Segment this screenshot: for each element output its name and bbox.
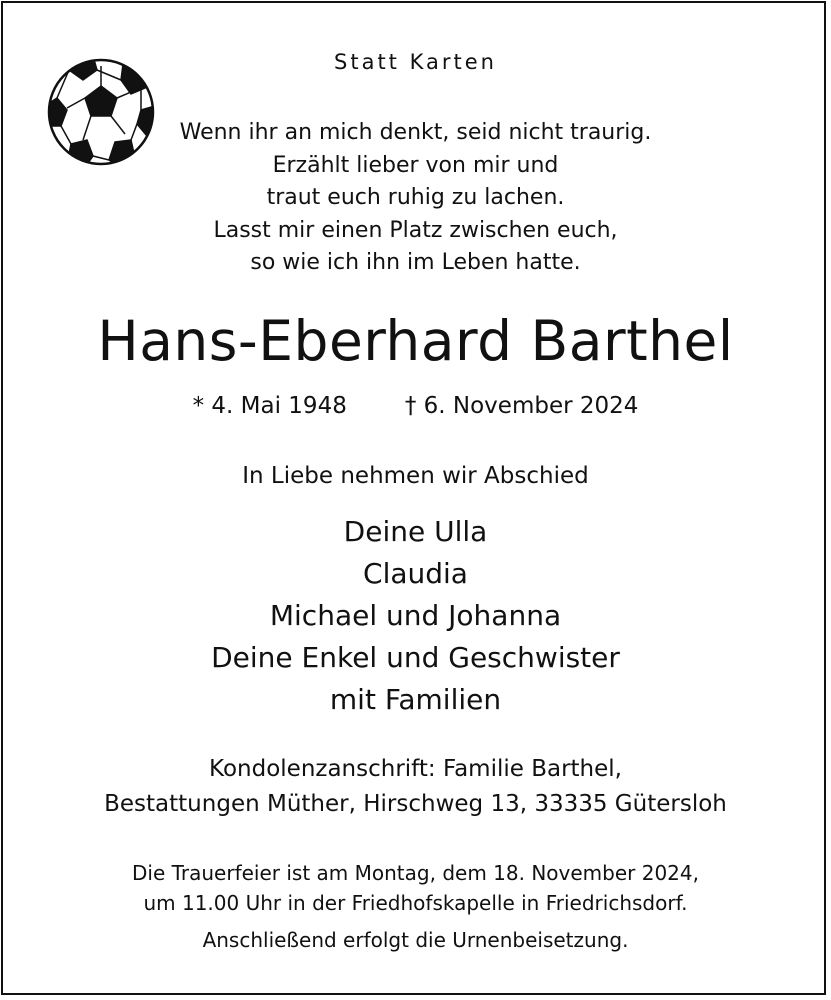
service-line: Die Trauerfeier ist am Montag, dem 18. November 2024, [132, 861, 699, 885]
farewell-intro: In Liebe nehmen wir Abschied [242, 463, 589, 489]
mourner-name: mit Familien [329, 683, 502, 716]
death-date: † 6. November 2024 [404, 393, 639, 419]
poem-line: Lasst mir einen Platz zwischen euch, [213, 217, 618, 243]
mourner-name: Claudia [363, 557, 468, 590]
service-line: Anschließend erfolgt die Urnenbeisetzung. [202, 928, 629, 952]
life-dates [0, 395, 831, 418]
poem-line: Wenn ihr an mich denkt, seid nicht traurig. [179, 120, 652, 145]
poem-line: traut euch ruhig zu lachen. [266, 185, 565, 210]
memorial-poem [0, 117, 831, 280]
condolence-line: Bestattungen Müther, Hirschweg 13, 33335 Gütersloh [104, 791, 727, 817]
birth-date: * 4. Mai 1948 [192, 393, 347, 419]
statt-karten-heading: Statt Karten [334, 50, 497, 74]
poem-line: Erzählt lieber von mir und [272, 152, 559, 178]
mourner-name: Deine Ulla [343, 515, 488, 548]
poem-line: so wie ich ihn im Leben hatte. [250, 250, 581, 275]
condolence-line: Kondolenzanschrift: Familie Barthel, [209, 756, 622, 782]
mourner-name: Michael und Johanna [269, 599, 562, 632]
funeral-service-info [0, 858, 831, 955]
condolence-address [0, 752, 831, 822]
service-line: um 11.00 Uhr in der Friedhofskapelle in Friedrichsdorf. [143, 891, 688, 915]
mourner-name: Deine Enkel und Geschwister [211, 641, 620, 674]
mourners-list [0, 511, 831, 721]
deceased-name: Hans-Eberhard Barthel [97, 309, 734, 373]
